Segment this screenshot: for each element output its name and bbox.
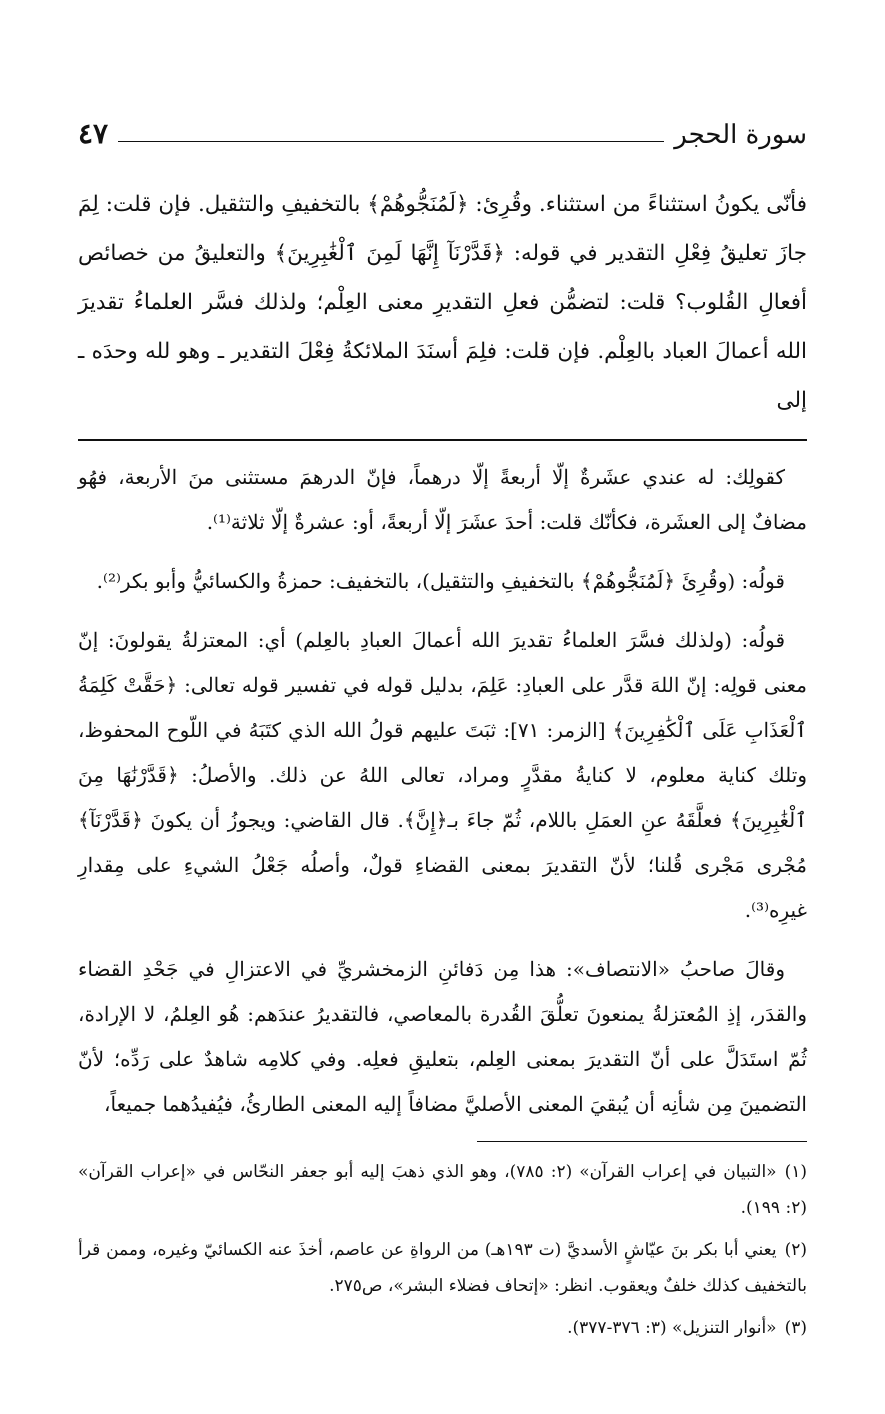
page — [78, 108, 807, 1352]
page-number: ٤٧ — [78, 117, 109, 150]
footnote-divider — [477, 1141, 807, 1142]
running-header — [78, 108, 807, 148]
footnote — [78, 1310, 807, 1346]
main-paragraph: فأنّى يكونُ استثناءً من استثناء. وقُرِئ: ﴿لَمُنَجُّوهُمْ﴾ بالتخفيفِ والتثقيل. فإن قلت: لِمَ جازَ تعليقُ فِعْلِ التقدير في قوله: ﴿قَدَّرْنَآ إِنَّهَا لَمِنَ ٱلْغَٰبِرِينَ﴾ والتعليقُ من خصائص أفعالِ القُلوب؟ قلت: لتضمُّن فعلِ التقديرِ معنى العِلْم؛ ولذلك فسَّر العلماءُ تقديرَ الله أعمالَ العباد بالعِلْم. فإن قلت: فلِمَ أسنَدَ الملائكةُ فِعْلَ التقدير ـ وهو لله وحدَه ـ إلى — [78, 192, 807, 413]
footnote-text: «التبيان في إعراب القرآن» (٢: ٧٨٥)، وهو الذي ذهبَ إليه أبو جعفر النحّاس في «إعراب القرآن» (٢: ١٩٩). — [78, 1162, 807, 1218]
commentary-paragraph-3: قولُه: (ولذلك فسَّرَ العلماءُ تقديرَ الله أعمالَ العبادِ بالعِلم) أي: المعتزلةُ يقولونَ: إنّ معنى قولِه: إنّ اللهَ قدَّر على العبادِ: عَلِمَ، بدليل قوله في تفسير قوله تعالى: ﴿حَقَّتْ كَلِمَةُ ٱلْعَذَابِ عَلَى ٱلْكَٰفِرِينَ﴾ [الزمر: ٧١]: ثبَتَ عليهم قولُ الله الذي كتَبَهُ في اللّوح المحفوظ، وتلك كناية معلوم، لا كنايةُ مقدَّرٍ ومراد، تعالى اللهُ عن ذلك. والأصلُ: ﴿قَدَّرْنَٰهَا مِنَ ٱلْغَٰبِرِينَ﴾ فعلَّقَهُ عنِ العمَلِ باللام، ثُمّ جاءَ بـ﴿إِنَّ﴾. قال القاضي: ويجوزُ أن يكونَ ﴿قَدَّرْنَآ﴾ مُجْرى مَجْرى قُلنا؛ لأنّ التقديرَ بمعنى القضاءِ قولٌ، وأصلُه جَعْلُ الشيءِ على مِقدارِ غيرِه⁽³⁾. — [78, 628, 808, 922]
main-text-block — [78, 180, 807, 425]
footnote-text: يعني أبا بكر بنَ عيّاشٍ الأسديَّ (ت ١٩٣هـ) من الرواةِ عن عاصم، أخذَ عنه الكسائيّ وغيره، وممن قرأ بالتخفيف كذلك خلفٌ ويعقوب. انظر: «إتحاف فضلاء البشر»، ص٢٧٥. — [78, 1240, 807, 1296]
footnote-text: «أنوار التنزيل» (٣: ٣٧٦-٣٧٧). — [567, 1318, 777, 1338]
footnote-number: (١) — [784, 1162, 807, 1182]
footnote-number: (٢) — [784, 1240, 807, 1260]
header-rule — [118, 141, 664, 142]
commentary-paragraph-2: قولُه: (وقُرِئَ ﴿لَمُنَجُّوهُمْ﴾ بالتخفيفِ والتثقيل)، بالتخفيف: حمزةُ والكسائيُّ وأبو بكر⁽²⁾. — [96, 569, 785, 593]
commentary-paragraph-4: وقالَ صاحبُ «الانتصاف»: هذا مِن دَفائنِ الزمخشريِّ في الاعتزالِ في جَحْدِ القضاء والقدَر، إذِ المُعتزلةُ يمنعونَ تعلُّقَ القُدرة بالمعاصي، فالتقديرُ عندَهم: هُو العِلمُ، لا الإرادة، ثُمّ استَدَلَّ على أنّ التقديرَ بمعنى العِلم، بتعليقِ فعلِه. وفي كلامِه شاهدٌ على رَدِّه؛ لأنّ التضمينَ مِن شأنِه أن يُبقيَ المعنى الأصليَّ مضافاً إليه المعنى الطارئُ، فيُفيدُهما جميعاً، — [78, 957, 807, 1116]
commentary-block — [78, 455, 807, 1127]
commentary-paragraph-1: كقولِك: له عندي عشَرةٌ إلّا أربعةً إلّا درهماً، فإنّ الدرهمَ مستثنى منَ الأربعة، فهُو مضافٌ إلى العشَرة، فكأنّك قلت: أحدَ عشَرَ إلّا أربعةً، أو: عشرةٌ إلّا ثلاثة⁽¹⁾. — [78, 465, 807, 534]
footnote-number: (٣) — [784, 1318, 807, 1338]
footnote — [78, 1232, 807, 1304]
section-divider — [78, 439, 807, 441]
surah-title: سورة الحجر — [674, 120, 807, 150]
footnotes — [78, 1154, 807, 1346]
footnote — [78, 1154, 807, 1226]
